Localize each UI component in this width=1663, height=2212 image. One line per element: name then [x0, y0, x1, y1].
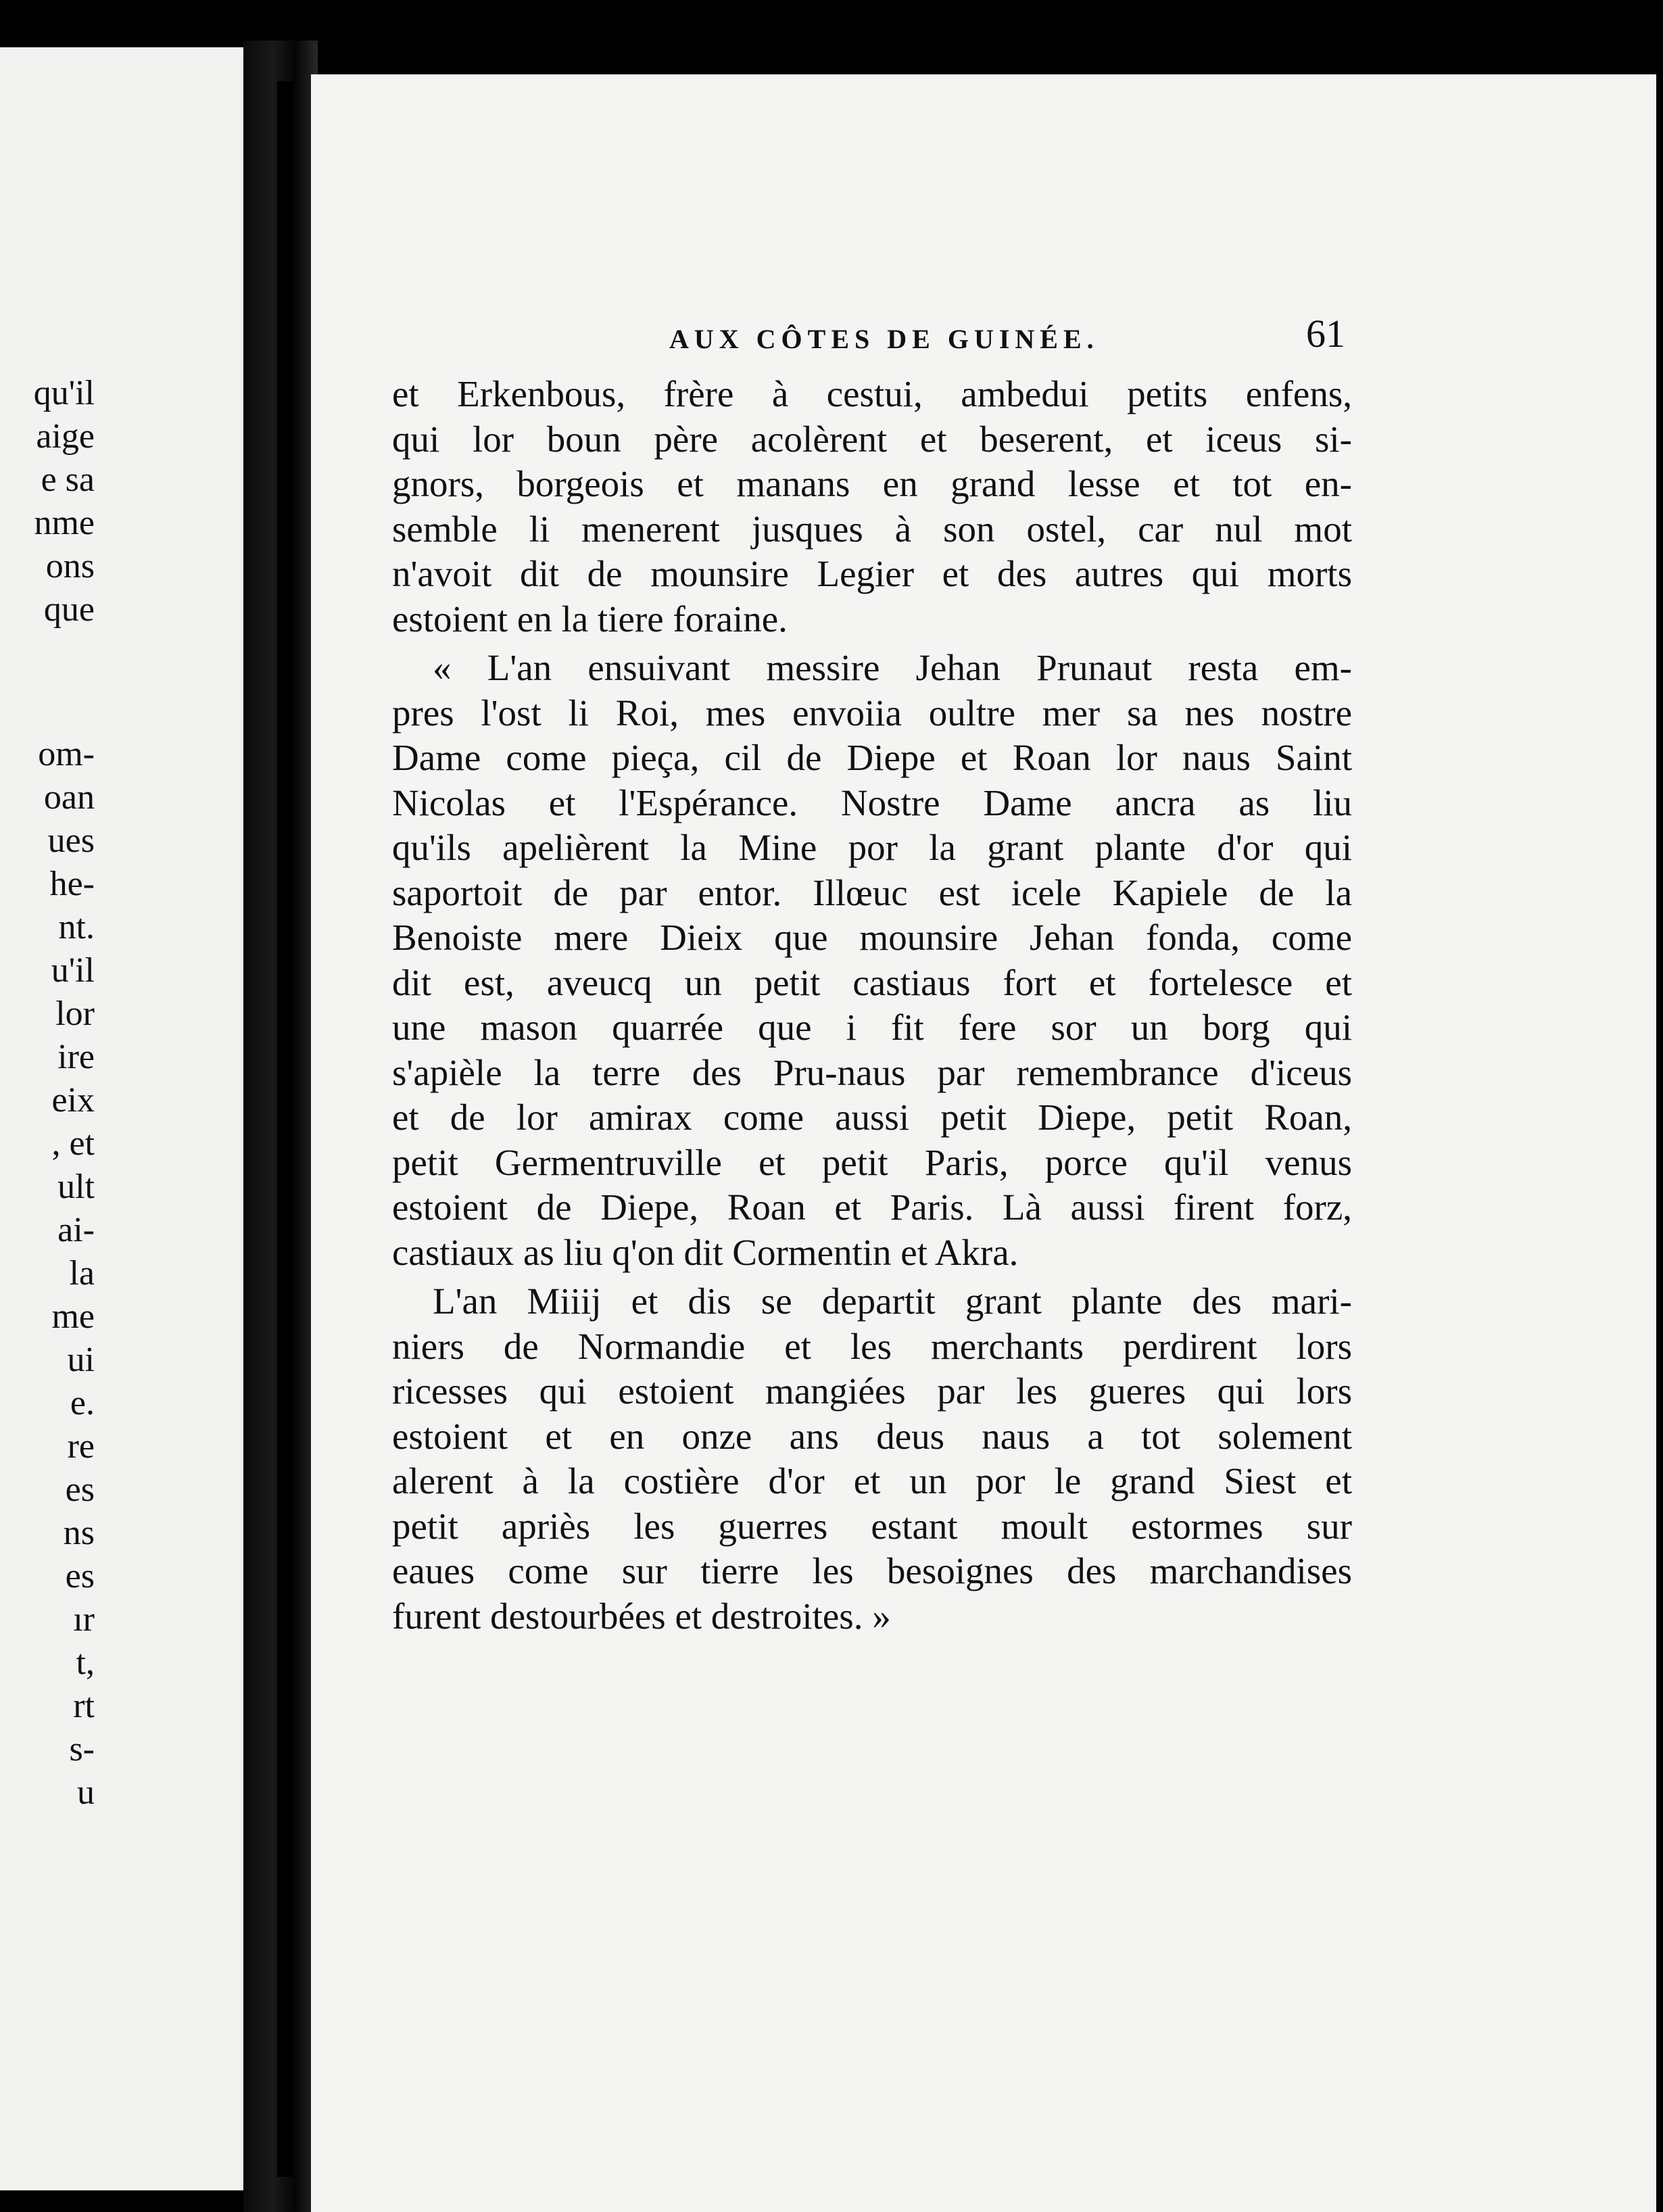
text-line: et Erkenbous, frère à cestui, ambedui petits enfens,	[392, 373, 1352, 414]
previous-page-line: me	[51, 1297, 95, 1336]
text-line: Benoiste mere Dieix que mounsire Jehan fonda, come	[392, 917, 1352, 958]
previous-page-line: aige	[36, 417, 95, 456]
text-line: ricesses qui estoient mangiées par les gueres qui lors	[392, 1370, 1352, 1412]
previous-page-line: que	[43, 590, 95, 629]
previous-page-line: s-	[69, 1730, 95, 1769]
gutter-crease	[277, 81, 293, 2177]
previous-page-line: eix	[51, 1081, 95, 1120]
previous-page-line	[0, 631, 95, 733]
text-line: Nicolas et l'Espérance. Nostre Dame ancra as liu	[392, 782, 1352, 823]
text-line: estoient de Diepe, Roan et Paris. Là aussi firent forz,	[392, 1186, 1352, 1228]
previous-page-line: , et	[51, 1124, 95, 1163]
text-line: dit est, aveucq un petit castiaus fort et fortelesce et	[392, 961, 1352, 1003]
previous-page-line: ues	[47, 821, 95, 860]
paragraph	[392, 1279, 1352, 1639]
previous-page-line: la	[69, 1254, 95, 1293]
paragraph	[392, 372, 1352, 642]
previous-page-line: es	[65, 1557, 95, 1595]
text-line: alerent à la costière d'or et un por le grand Siest et	[392, 1460, 1352, 1501]
text-line: estoient et en onze ans deus naus a tot solement	[392, 1415, 1352, 1457]
text-line: semble li menerent jusques à son ostel, car nul mot	[392, 508, 1352, 550]
previous-page-line: ai-	[57, 1211, 95, 1249]
text-line: une mason quarrée que i fit fere sor un borg qui	[392, 1007, 1352, 1048]
text-line: niers de Normandie et les merchants perdirent lors	[392, 1325, 1352, 1367]
text-line: n'avoit dit de mounsire Legier et des autres qui morts	[392, 553, 1352, 594]
text-line: petit apriès les guerres estant moult estormes sur	[392, 1505, 1352, 1547]
body-text	[392, 372, 1352, 1639]
previous-page-line: u	[77, 1773, 95, 1812]
previous-page-line: ult	[57, 1168, 95, 1206]
text-line: gnors, borgeois et manans en grand lesse et tot en-	[392, 463, 1352, 504]
previous-page-text	[0, 372, 95, 1814]
text-line: L'an Miiij et dis se departit grant plante des mari-	[433, 1280, 1352, 1322]
text-line: castiaux as liu q'on dit Cormentin et Akra.	[392, 1231, 1019, 1273]
text-line: s'apièle la terre des Pru-naus par remembrance d'iceus	[392, 1051, 1352, 1093]
previous-page-line: ui	[67, 1341, 95, 1379]
text-line: Dame come pieça, cil de Diepe et Roan lor naus Saint	[392, 737, 1352, 778]
previous-page-line: he-	[49, 865, 95, 903]
previous-page-line: om-	[38, 735, 95, 773]
previous-page-line: oan	[43, 778, 95, 817]
previous-page-line: u'il	[51, 951, 95, 990]
previous-page-line: ns	[63, 1514, 95, 1552]
previous-page-line: ire	[57, 1038, 95, 1076]
previous-page-line: nt.	[58, 908, 95, 946]
previous-page-line: e.	[70, 1384, 95, 1422]
previous-page-line: t,	[76, 1643, 95, 1682]
text-line: et de lor amirax come aussi petit Diepe, petit Roan,	[392, 1097, 1352, 1138]
previous-page-line: lor	[55, 994, 95, 1033]
previous-page-line: ons	[45, 547, 95, 585]
text-line: petit Germentruville et petit Paris, porce qu'il venus	[392, 1141, 1352, 1183]
text-line: eaues come sur tierre les besoignes des marchandises	[392, 1550, 1352, 1591]
previous-page-line: qu'il	[33, 374, 95, 412]
running-title: AUX CÔTES DE GUINÉE.	[669, 324, 1099, 354]
previous-page-line: e sa	[41, 460, 95, 499]
text-line: qui lor boun père acolèrent et beserent, et iceus si-	[392, 418, 1352, 460]
previous-page	[0, 47, 243, 2190]
previous-page-line: es	[65, 1470, 95, 1509]
text-line: « L'an ensuivant messire Jehan Prunaut resta em-	[433, 647, 1352, 688]
text-line: pres l'ost li Roi, mes envoiia oultre mer sa nes nostre	[392, 692, 1352, 734]
previous-page-line: re	[67, 1427, 95, 1466]
page-number: 61	[1306, 312, 1345, 356]
text-line: qu'ils apelièrent la Mine por la grant plante d'or qui	[392, 827, 1352, 868]
previous-page-line: nme	[34, 504, 95, 542]
current-page	[311, 74, 1656, 2212]
text-line: estoient en la tiere foraine.	[392, 598, 788, 640]
previous-page-line: ır	[73, 1600, 95, 1639]
running-head	[392, 311, 1352, 372]
paragraph	[392, 646, 1352, 1275]
text-line: furent destourbées et destroites. »	[392, 1595, 891, 1637]
text-line: saportoit de par entor. Illœuc est icele Kapiele de la	[392, 871, 1352, 913]
page-content	[392, 311, 1352, 1639]
previous-page-line: rt	[73, 1687, 95, 1725]
